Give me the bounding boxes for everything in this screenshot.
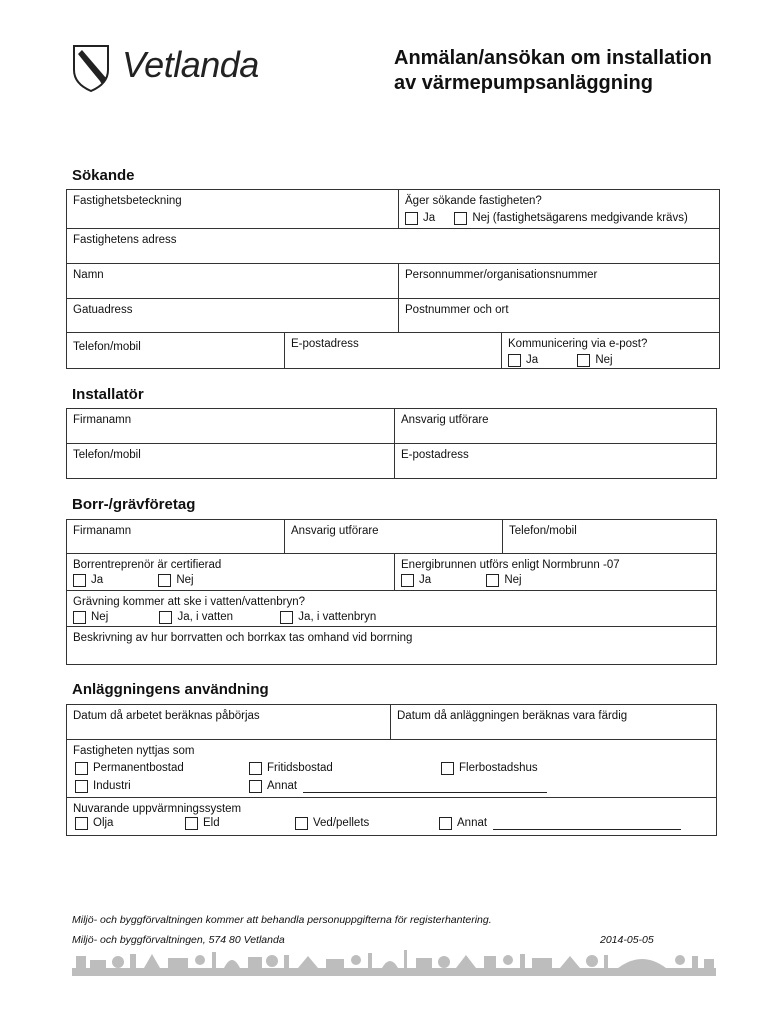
label-nej: Nej [176,574,194,586]
checkbox-annat[interactable] [249,780,262,793]
checkbox-norm-nej[interactable] [486,574,499,587]
label-adress: Fastighetens adress [73,234,177,246]
label-nyttjas: Fastigheten nyttjas som [73,745,195,757]
footer-address: Miljö- och byggförvaltningen, 574 80 Vetlanda [72,934,285,946]
label-annat: Annat [457,817,488,829]
borr-table [66,519,717,665]
label-ved-pellets: Ved/pellets [313,817,370,829]
field-borr-beskrivning[interactable] [67,627,717,665]
checkbox-industri[interactable] [75,780,88,793]
field-fastighetsbeteckning[interactable] [67,190,399,229]
field-uppvarmning [67,798,717,836]
label-gravning: Grävning kommer att ske i vatten/vattenbryn? [73,596,306,608]
document-title: Anmälan/ansökan om installation av värmepumpsanläggning [394,47,712,94]
label-datum-klar: Datum då anläggningen beräknas vara färdig [397,710,628,722]
field-personnummer[interactable] [399,264,720,299]
field-datum-start[interactable] [67,705,391,740]
label-telefon: Telefon/mobil [73,449,141,461]
field-epost[interactable] [285,333,502,369]
label-nej: Nej [504,574,522,586]
checkbox-flerbostadshus[interactable] [441,762,454,775]
field-datum-klar[interactable] [391,705,717,740]
label-nej: Nej [91,611,109,623]
checkbox-grav-ja-vatten[interactable] [159,611,172,624]
label-ja: Ja [91,574,104,586]
checkbox-permanentbostad[interactable] [75,762,88,775]
label-ja: Ja [423,212,436,224]
label-telefon: Telefon/mobil [509,525,577,537]
field-kommunicering [502,333,720,369]
label-nej: Nej [595,354,613,366]
label-gatuadress: Gatuadress [73,304,133,316]
field-postnummer[interactable] [399,299,720,333]
label-fastighetsbeteckning: Fastighetsbeteckning [73,195,182,207]
field-inst-ansvarig[interactable] [395,409,717,444]
label-ja: Ja [419,574,432,586]
field-borr-firmanamn[interactable] [67,520,285,554]
checkbox-grav-ja-vattenbryn[interactable] [280,611,293,624]
label-certifierad: Borrentreprenör är certifierad [73,559,222,571]
field-inst-firmanamn[interactable] [67,409,395,444]
anlaggning-table [66,704,717,836]
label-postnummer: Postnummer och ort [405,304,509,316]
label-ja-vatten: Ja, i vatten [177,611,234,623]
label-ja: Ja [526,354,539,366]
field-fastighetens-adress[interactable] [67,229,720,264]
checkbox-eld[interactable] [185,817,198,830]
logo-shield-icon [72,44,110,92]
checkbox-annat-uppv[interactable] [439,817,452,830]
field-ager-fastigheten [399,190,720,229]
installator-table [66,408,717,479]
label-beskrivning: Beskrivning av hur borrvatten och borrkax tas omhand vid borrning [73,632,413,644]
checkbox-ved-pellets[interactable] [295,817,308,830]
label-fritidsbostad: Fritidsbostad [267,762,333,774]
label-kommunicering: Kommunicering via e-post? [508,338,648,350]
annat-line-field[interactable] [303,782,547,793]
field-borr-certifierad [67,554,395,591]
label-namn: Namn [73,269,104,281]
field-borr-gravning [67,591,717,627]
footer-date: 2014-05-05 [600,934,654,946]
label-firmanamn: Firmanamn [73,414,132,426]
label-eld: Eld [203,817,220,829]
field-borr-ansvarig[interactable] [285,520,503,554]
section-heading-borr: Borr-/grävföretag [72,496,196,513]
field-gatuadress[interactable] [67,299,399,333]
field-telefon[interactable] [67,333,285,369]
field-inst-epost[interactable] [395,444,717,479]
label-personnummer: Personnummer/organisationsnummer [405,269,598,281]
checkbox-olja[interactable] [75,817,88,830]
section-heading-installator: Installatör [72,386,144,403]
checkbox-komm-nej[interactable] [577,354,590,367]
label-annat: Annat [267,780,298,792]
checkbox-cert-nej[interactable] [158,574,171,587]
label-normbrunn: Energibrunnen utförs enligt Normbrunn -07 [401,559,620,571]
field-inst-telefon[interactable] [67,444,395,479]
checkbox-ager-ja[interactable] [405,212,418,225]
field-borr-normbrunn [395,554,717,591]
label-ansvarig: Ansvarig utförare [401,414,489,426]
label-nej-medgivande: Nej (fastighetsägarens medgivande krävs) [472,212,688,224]
label-telefon: Telefon/mobil [73,341,141,353]
field-nyttjas [67,740,717,798]
field-borr-telefon[interactable] [503,520,717,554]
label-epost: E-postadress [291,338,359,350]
annat-uppv-line-field[interactable] [493,819,681,830]
label-permanentbostad: Permanentbostad [93,762,184,774]
sokande-table [66,189,720,369]
label-ansvarig: Ansvarig utförare [291,525,379,537]
label-firmanamn: Firmanamn [73,525,132,537]
checkbox-ager-nej[interactable] [454,212,467,225]
label-flerbostadshus: Flerbostadshus [459,762,538,774]
label-uppvarmning: Nuvarande uppvärmningssystem [73,803,242,815]
field-namn[interactable] [67,264,399,299]
label-olja: Olja [93,817,114,829]
checkbox-fritidsbostad[interactable] [249,762,262,775]
label-ja-vattenbryn: Ja, i vattenbryn [298,611,377,623]
footer-illustration-strip [72,948,716,976]
label-epost: E-postadress [401,449,469,461]
checkbox-cert-ja[interactable] [73,574,86,587]
checkbox-komm-ja[interactable] [508,354,521,367]
logo-text: Vetlanda [122,44,259,85]
section-heading-anlaggning: Anläggningens användning [72,681,269,698]
checkbox-grav-nej[interactable] [73,611,86,624]
label-industri: Industri [93,780,131,792]
section-heading-sokande: Sökande [72,167,135,184]
footer-note: Miljö- och byggförvaltningen kommer att behandla personuppgifterna för registerhantering. [72,914,492,926]
label-datum-start: Datum då arbetet beräknas påbörjas [73,710,260,722]
checkbox-norm-ja[interactable] [401,574,414,587]
label-ager: Äger sökande fastigheten? [405,195,542,207]
